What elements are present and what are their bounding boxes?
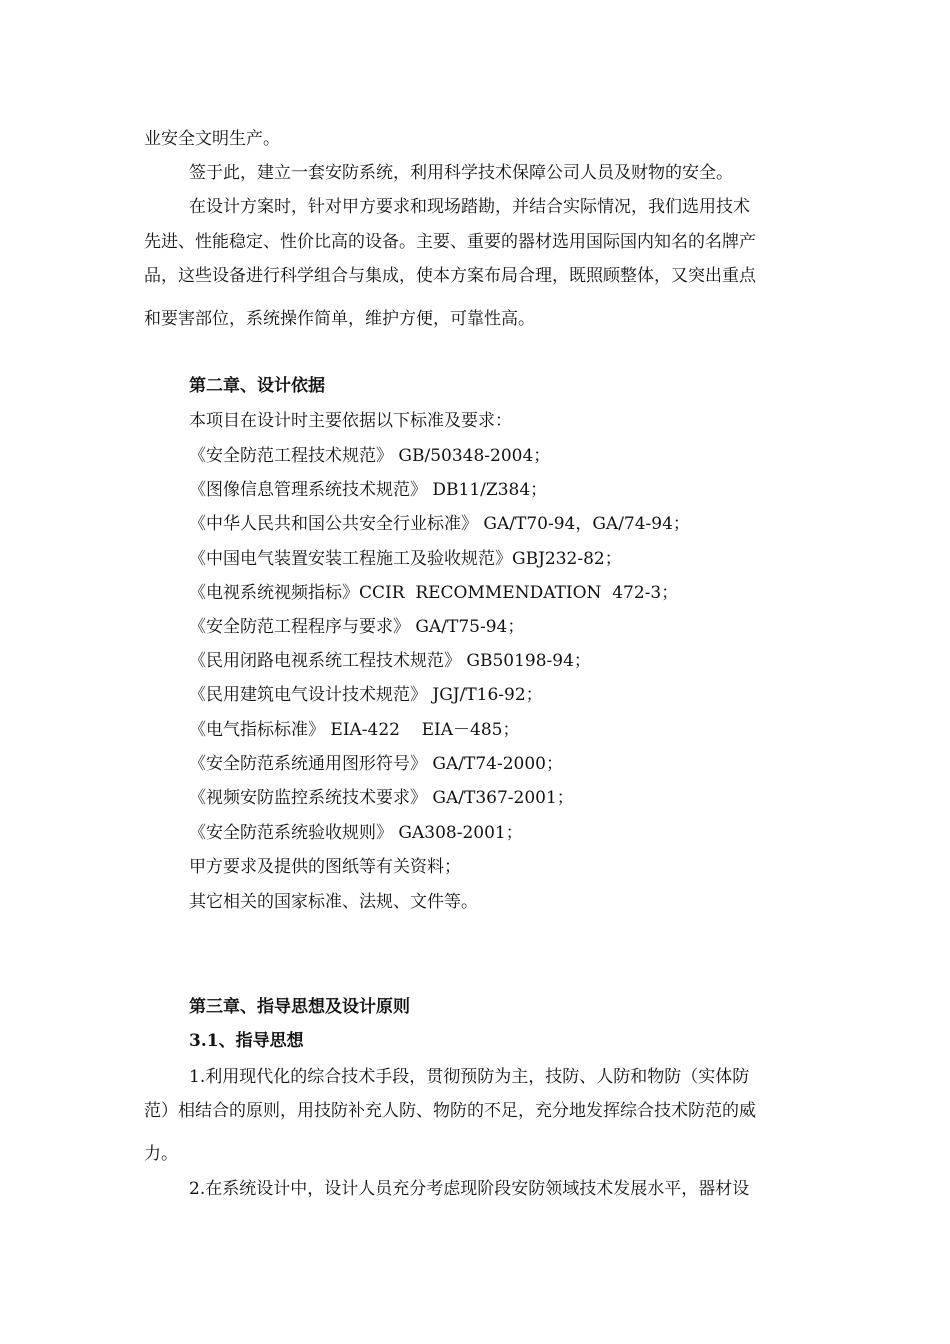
- intro-line-4: 先进、性能稳定、性价比高的设备。主要、重要的器材选用国际国内知名的名牌产: [144, 232, 756, 252]
- standard-item: 《安全防范工程程序与要求》 GA/T75-94；: [189, 617, 525, 637]
- standard-item: 《中国电气装置安装工程施工及验收规范》GBJ232-82；: [189, 549, 622, 569]
- chapter3-line-1: 1.利用现代化的综合技术手段，贯彻预防为主，技防、人防和物防（实体防: [189, 1067, 750, 1087]
- chapter3-subheading: 3.1、指导思想: [189, 1031, 304, 1051]
- intro-line-1: 业安全文明生产。: [144, 129, 280, 149]
- standard-item: 《安全防范工程技术规范》 GB/50348-2004；: [189, 446, 551, 466]
- intro-line-3: 在设计方案时，针对甲方要求和现场踏勘，并结合实际情况，我们选用技术: [189, 197, 750, 217]
- standard-item: 《中华人民共和国公共安全行业标准》 GA/T70-94，GA/74-94；: [189, 514, 690, 534]
- chapter3-line-4: 2.在系统设计中，设计人员充分考虑现阶段安防领域技术发展水平，器材设: [189, 1179, 750, 1199]
- chapter2-heading: 第二章、设计依据: [189, 376, 325, 396]
- standard-item: 《安全防范系统验收规则》 GA308-2001；: [189, 823, 523, 843]
- standard-item: 《电气指标标准》 EIA-422 EIA－485；: [189, 720, 520, 740]
- standard-item: 《电视系统视频指标》CCIR RECOMMENDATION 472-3；: [189, 583, 679, 603]
- standard-item: 甲方要求及提供的图纸等有关资料；: [189, 857, 461, 877]
- standard-item: 《视频安防监控系统技术要求》 GA/T367-2001；: [189, 788, 574, 808]
- chapter2-lead: 本项目在设计时主要依据以下标准及要求：: [189, 411, 512, 431]
- intro-line-5: 品，这些设备进行科学组合与集成，使本方案布局合理，既照顾整体，又突出重点: [144, 266, 756, 286]
- standard-item: 《民用闭路电视系统工程技术规范》 GB50198-94；: [189, 651, 591, 671]
- standard-item: 《安全防范系统通用图形符号》 GA/T74-2000；: [189, 754, 563, 774]
- intro-line-6: 和要害部位，系统操作简单，维护方便，可靠性高。: [144, 309, 535, 329]
- chapter3-line-3: 力。: [144, 1144, 178, 1164]
- standard-item: 其它相关的国家标准、法规、文件等。: [189, 892, 478, 912]
- intro-line-2: 签于此，建立一套安防系统，利用科学技术保障公司人员及财物的安全。: [189, 163, 733, 183]
- chapter3-line-2: 范）相结合的原则，用技防补充人防、物防的不足，充分地发挥综合技术防范的威: [144, 1101, 756, 1121]
- standard-item: 《图像信息管理系统技术规范》 DB11/Z384；: [189, 480, 548, 500]
- chapter3-heading: 第三章、指导思想及设计原则: [189, 997, 410, 1017]
- standard-item: 《民用建筑电气设计技术规范》 JGJ/T16-92；: [189, 685, 543, 705]
